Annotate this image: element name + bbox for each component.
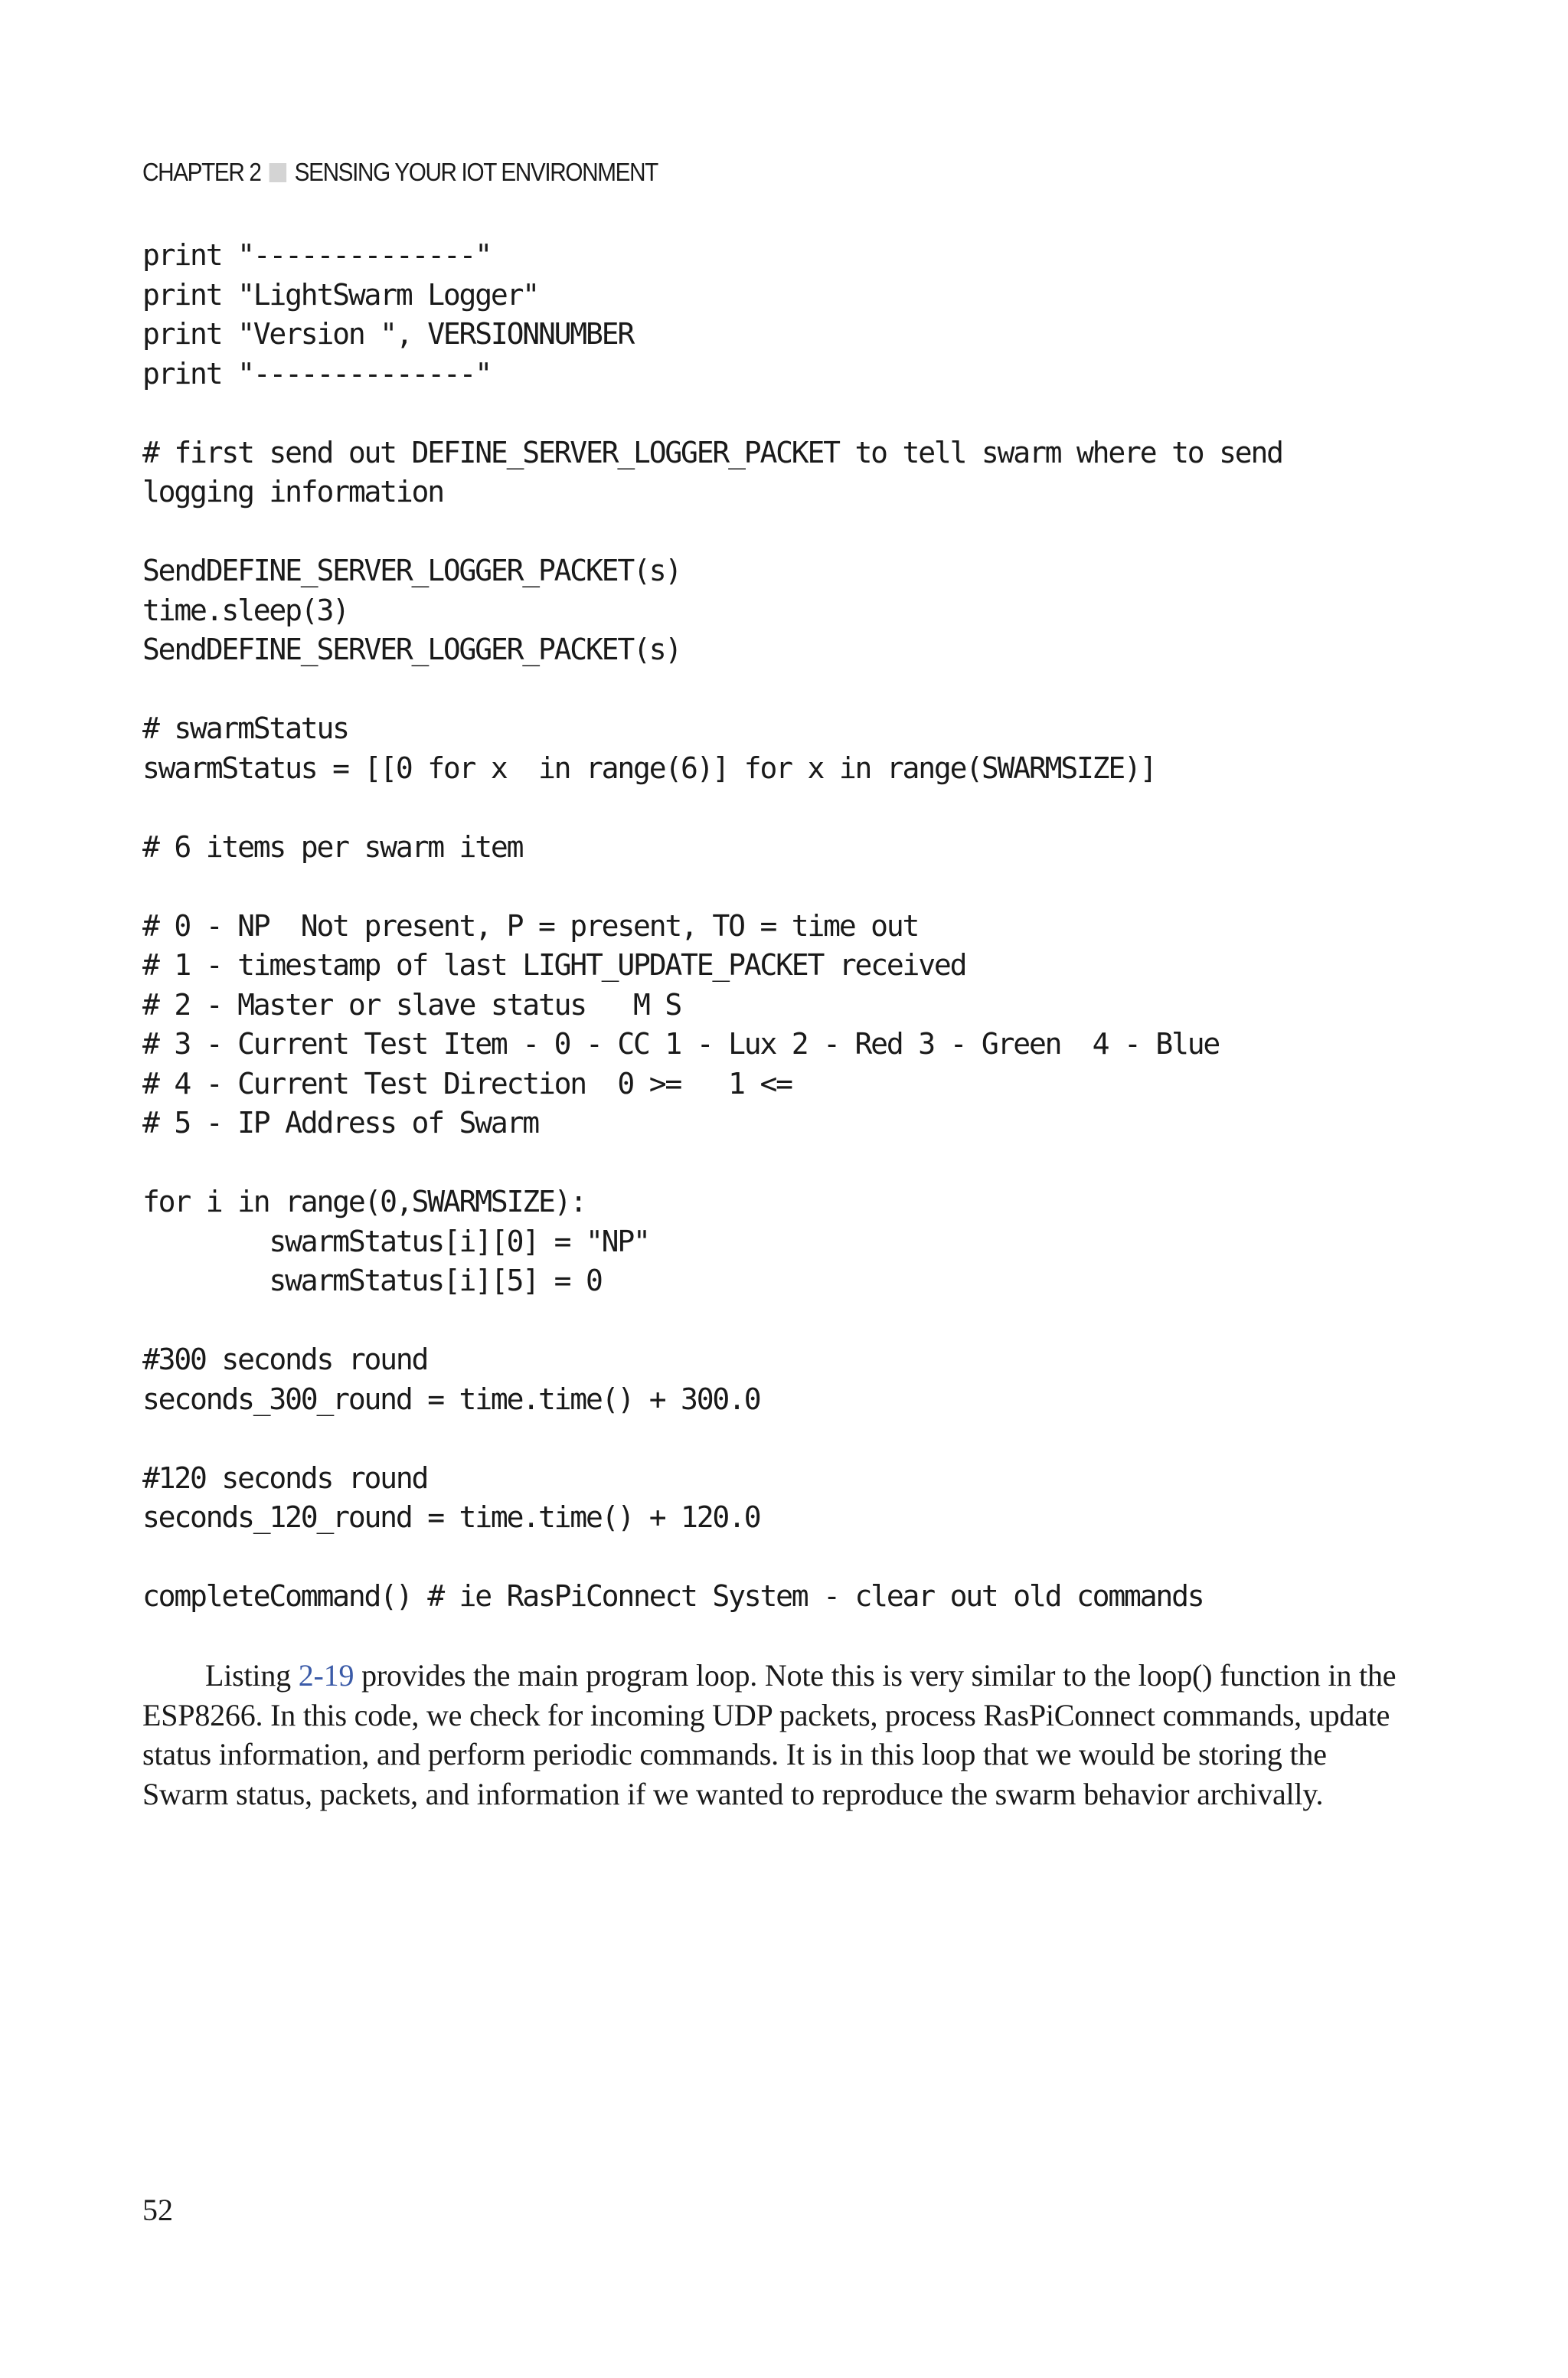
code-line bbox=[142, 1419, 1282, 1459]
code-line: # 3 - Current Test Item - 0 - CC 1 - Lux 2 - Red 3 - Green 4 - Blue bbox=[142, 1027, 1220, 1061]
code-line bbox=[142, 670, 1282, 710]
code-line bbox=[142, 867, 1282, 907]
code-line bbox=[142, 1301, 1282, 1341]
code-line: # swarmStatus bbox=[142, 711, 348, 745]
code-line: swarmStatus[i][0] = "NP" bbox=[142, 1224, 649, 1258]
code-line: SendDEFINE_SERVER_LOGGER_PACKET(s) bbox=[142, 554, 681, 587]
paragraph-prefix: Listing bbox=[205, 1658, 299, 1693]
code-line: # 4 - Current Test Direction 0 >= 1 <= bbox=[142, 1066, 792, 1101]
code-line bbox=[142, 1143, 1282, 1183]
body-paragraph bbox=[142, 1656, 1398, 1814]
chapter-label: CHAPTER 2 bbox=[142, 158, 261, 186]
code-line bbox=[142, 1538, 1282, 1578]
code-line: time.sleep(3) bbox=[142, 593, 348, 627]
code-line: print "LightSwarm Logger" bbox=[142, 277, 538, 312]
code-line: print "--------------" bbox=[142, 238, 491, 272]
code-line: #120 seconds round bbox=[142, 1460, 428, 1495]
code-line: seconds_300_round = time.time() + 300.0 bbox=[142, 1382, 760, 1416]
code-line: # 2 - Master or slave status M S bbox=[142, 987, 681, 1022]
code-line: swarmStatus[i][5] = 0 bbox=[142, 1264, 602, 1297]
code-line: completeCommand() # ie RasPiConnect System - clear out old commands bbox=[142, 1579, 1204, 1613]
code-line: # 1 - timestamp of last LIGHT_UPDATE_PACKET received bbox=[142, 948, 966, 982]
code-line: for i in range(0,SWARMSIZE): bbox=[142, 1185, 586, 1218]
chapter-title: SENSING YOUR IOT ENVIRONMENT bbox=[294, 158, 658, 186]
code-line: swarmStatus = [[0 for x in range(6)] for x in range(SWARMSIZE)] bbox=[142, 751, 1156, 785]
code-line: # 6 items per swarm item bbox=[142, 829, 523, 864]
separator-square-icon bbox=[269, 163, 286, 182]
code-line: # 5 - IP Address of Swarm bbox=[142, 1106, 538, 1140]
code-line: print "Version ", VERSIONNUMBER bbox=[142, 317, 634, 351]
page-number: 52 bbox=[142, 2193, 173, 2227]
paragraph-text: provides the main program loop. Note this is very similar to the loop() function in the ESP8266. In this code, we check for incoming UDP packets, process RasPiConnect commands, update status information, and perform periodic commands. It is in this loop that we would be storing the Swarm status, packets, and information if we wanted to reproduce the swarm behavior archivally. bbox=[142, 1658, 1396, 1811]
running-head bbox=[142, 158, 658, 187]
code-line: SendDEFINE_SERVER_LOGGER_PACKET(s) bbox=[142, 633, 681, 666]
code-line: # 0 - NP Not present, P = present, TO = time out bbox=[142, 908, 919, 943]
code-line bbox=[142, 788, 1282, 828]
listing-reference-link[interactable]: 2-19 bbox=[298, 1658, 354, 1693]
code-line: seconds_120_round = time.time() + 120.0 bbox=[142, 1500, 760, 1534]
code-line: print "--------------" bbox=[142, 356, 491, 391]
code-listing bbox=[142, 236, 1282, 1617]
code-line bbox=[142, 394, 1282, 433]
code-line: #300 seconds round bbox=[142, 1343, 428, 1376]
code-line: # first send out DEFINE_SERVER_LOGGER_PACKET to tell swarm where to send bbox=[142, 435, 1282, 469]
code-line: logging information bbox=[142, 475, 443, 509]
code-line bbox=[142, 512, 1282, 552]
